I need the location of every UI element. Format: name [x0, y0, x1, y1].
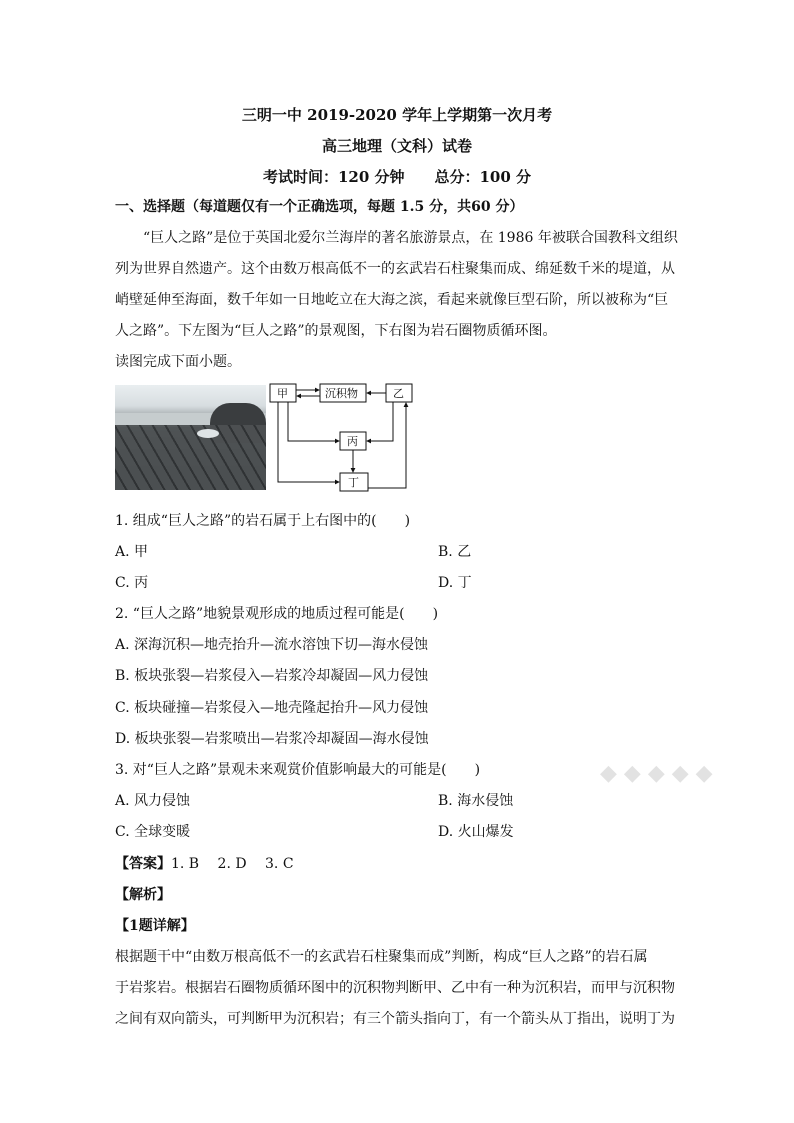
answer-label: 【答案】 — [115, 856, 171, 872]
node-ding: 丁 — [348, 476, 359, 489]
section-heading: 一、选择题（每道题仅有一个正确选项，每题 1.5 分，共60 分） — [115, 199, 524, 215]
answer-text: 1. B 2. D 3. C — [171, 856, 294, 872]
giants-causeway-photo — [115, 385, 266, 490]
passage-line: 列为世界自然遗产。这个由数万根高低不一的玄武岩石柱聚集而成、绵延数千米的堤道，从 — [115, 261, 675, 277]
question-1-stem: 1. 组成“巨人之路”的岩石属于上右图中的( ) — [115, 513, 411, 529]
arrow — [367, 402, 393, 441]
detail-line: 根据题干中“由数万根高低不一的玄武岩石柱聚集而成”判断，构成“巨人之路”的岩石属 — [115, 949, 648, 965]
question-3-option-c[interactable]: C. 全球变暖 — [115, 824, 191, 840]
exam-title: 三明一中 2019-2020 学年上学期第一次月考 — [241, 106, 553, 124]
passage-line: 峭壁延伸至海面，数千年如一日地屹立在大海之滨，看起来就像巨型石阶，所以被称为“巨 — [115, 292, 669, 308]
passage-line: “巨人之路”是位于英国北爱尔兰海岸的著名旅游景点，在 1986 年被联合国教科文组织 — [143, 230, 678, 246]
watermark: ◆ ◆ ◆ ◆ ◆ — [600, 761, 713, 786]
detail-heading: 【1题详解】 — [115, 918, 195, 934]
question-3-stem: 3. 对“巨人之路”景观未来观赏价值影响最大的可能是( ) — [115, 762, 481, 778]
passage-line: 人之路”。下左图为“巨人之路”的景观图，下右图为岩石圈物质循环图。 — [115, 323, 557, 339]
exam-meta: 考试时间：120 分钟 总分：100 分 — [262, 168, 532, 186]
node-jia: 甲 — [277, 387, 288, 400]
question-2-option-b[interactable]: B. 板块张裂—岩浆侵入—岩浆冷却凝固—风力侵蚀 — [115, 668, 429, 684]
question-1-option-c[interactable]: C. 丙 — [115, 575, 149, 591]
instruction: 读图完成下面小题。 — [115, 354, 241, 370]
question-2-option-a[interactable]: A. 深海沉积—地壳抬升—流水溶蚀下切—海水侵蚀 — [115, 637, 429, 653]
arrow — [278, 402, 339, 482]
exam-subtitle: 高三地理（文科）试卷 — [321, 137, 472, 155]
arrow — [368, 403, 406, 488]
node-yi: 乙 — [393, 387, 404, 400]
question-1-option-a[interactable]: A. 甲 — [115, 544, 149, 560]
arrow — [288, 402, 339, 441]
node-sediment: 沉积物 — [325, 387, 358, 400]
question-2-stem: 2. “巨人之路”地貌景观形成的地质过程可能是( ) — [115, 606, 439, 622]
question-3-option-a[interactable]: A. 风力侵蚀 — [115, 793, 191, 809]
answer-line — [115, 853, 685, 873]
question-1-option-d[interactable]: D. 丁 — [438, 575, 472, 591]
detail-line: 于岩浆岩。根据岩石圈物质循环图中的沉积物判断甲、乙中有一种为沉积岩，而甲与沉积物 — [115, 980, 675, 996]
rock-cycle-diagram — [268, 380, 418, 495]
node-bing: 丙 — [347, 435, 358, 448]
question-2-option-c[interactable]: C. 板块碰撞—岩浆侵入—地壳隆起抬升—风力侵蚀 — [115, 700, 429, 716]
analysis-heading: 【解析】 — [115, 887, 171, 903]
question-1-option-b[interactable]: B. 乙 — [438, 544, 472, 560]
question-3-option-d[interactable]: D. 火山爆发 — [438, 824, 514, 840]
question-3-option-b[interactable]: B. 海水侵蚀 — [438, 793, 514, 809]
question-2-option-d[interactable]: D. 板块张裂—岩浆喷出—岩浆冷却凝固—海水侵蚀 — [115, 731, 429, 747]
detail-line: 之间有双向箭头，可判断甲为沉积岩；有三个箭头指向丁，有一个箭头从丁指出，说明丁为 — [115, 1011, 675, 1027]
